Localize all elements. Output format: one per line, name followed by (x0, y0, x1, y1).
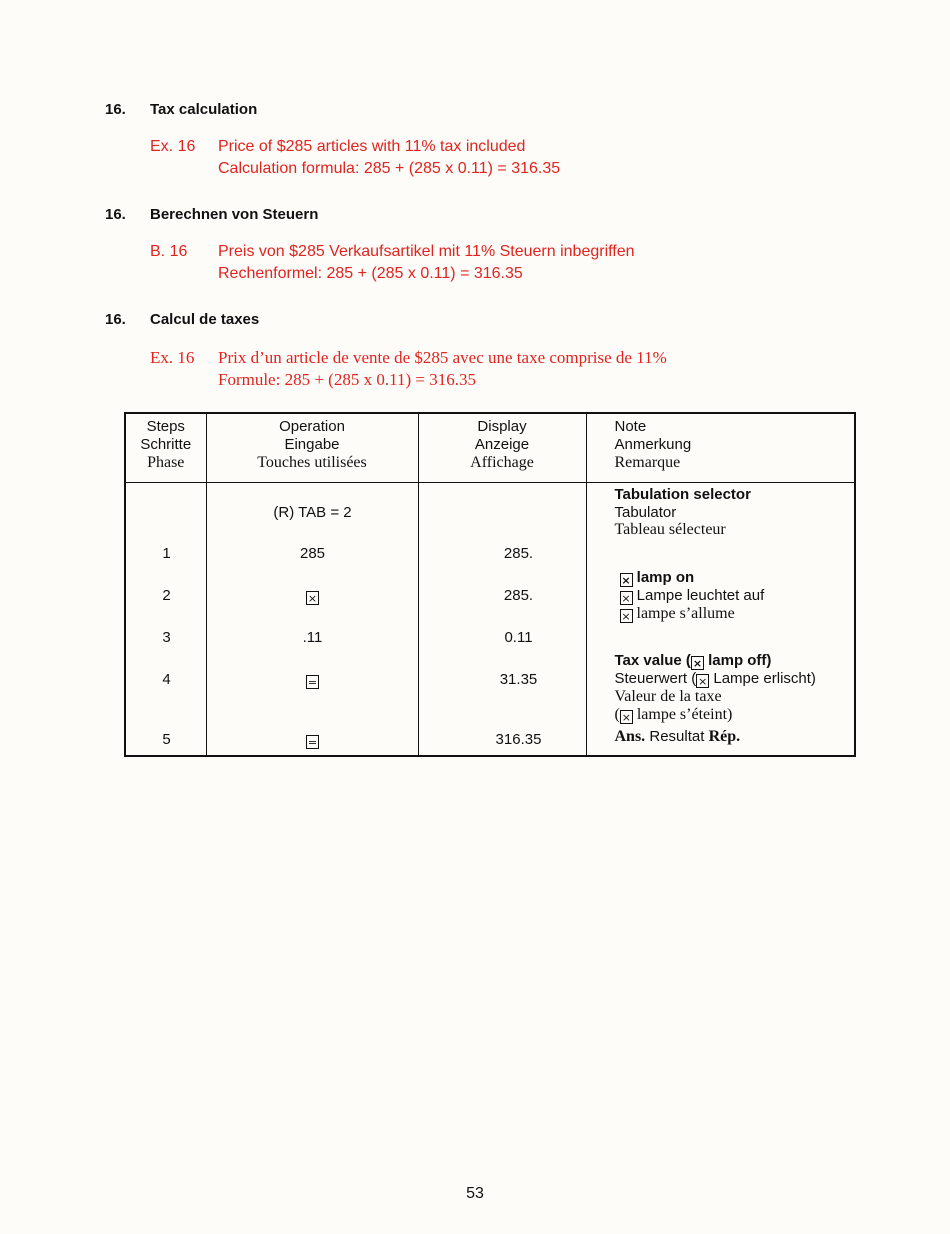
operation-entry (207, 587, 419, 605)
multiply-key-icon: × (621, 610, 631, 623)
operation-entry (207, 731, 419, 749)
display-value: 316.35 (495, 731, 542, 748)
step-number: 3 (162, 629, 171, 646)
header-steps: Steps Schritte Phase (125, 413, 206, 483)
note-lamp-fr: × lampe s’allume (621, 605, 735, 623)
display-value: 0.11 (504, 629, 533, 646)
operation-entry (207, 671, 419, 689)
note-tax-fr: Valeur de la taxe (614, 688, 722, 705)
note-tax-en: Tax value ( × lamp off) (614, 652, 772, 670)
header-note: Note Anmerkung Remarque (586, 413, 855, 483)
display-value: 285. (503, 587, 534, 604)
example-description: Preis von $285 Verkaufsartikel mit 11% Steuern inbegriffen (218, 243, 635, 260)
example-label: B. 16 (150, 243, 188, 260)
note-setup-en: Tabulation selector (614, 486, 751, 503)
section-number: 16. (105, 311, 126, 328)
steps-column (125, 483, 206, 757)
section-title: Calcul de taxes (150, 311, 260, 328)
example-formula: Calculation formula: 285 + (285 x 0.11) = 316.35 (218, 160, 561, 177)
multiply-key-icon: × (307, 592, 318, 605)
operation-entry: 285 (299, 545, 326, 562)
example-label: Ex. 16 (150, 348, 195, 367)
note-lamp-de: × Lampe leuchtet auf (621, 587, 765, 605)
step-number: 5 (162, 731, 171, 748)
example-formula: Rechenformel: 285 + (285 x 0.11) = 316.35 (218, 265, 523, 282)
steps-table (124, 412, 856, 757)
operation-column (206, 483, 418, 757)
section-number: 16. (105, 101, 126, 118)
equals-key-icon: = (307, 676, 318, 689)
step-number: 4 (162, 671, 171, 688)
step-number: 2 (162, 587, 171, 604)
header-operation: Operation Eingabe Touches utilisées (206, 413, 418, 483)
display-value: 31.35 (499, 671, 538, 688)
multiply-key-icon: × (692, 657, 703, 670)
section-title: Berechnen von Steuern (150, 206, 319, 223)
note-column (586, 483, 855, 757)
display-column (418, 483, 586, 757)
setup-operation: (R) TAB = 2 (273, 504, 352, 521)
display-value: 285. (503, 545, 534, 562)
header-display: Display Anzeige Affichage (418, 413, 586, 483)
note-lamp-en: × lamp on (621, 569, 695, 587)
note-answer: Ans. Resultat Rép. (614, 728, 741, 745)
example-formula: Formule: 285 + (285 x 0.11) = 316.35 (218, 370, 476, 389)
step-number: 1 (162, 545, 171, 562)
operation-entry: .11 (302, 629, 323, 646)
page-number: 53 (466, 1185, 484, 1202)
multiply-key-icon: × (621, 592, 631, 605)
multiply-key-icon: × (698, 675, 708, 688)
multiply-key-icon: × (621, 711, 631, 724)
note-tax-fr-lamp: ( × lampe s’éteint) (614, 706, 733, 724)
note-setup-fr: Tableau sélecteur (614, 521, 726, 538)
equals-key-icon: = (307, 736, 318, 749)
note-setup-de: Tabulator (614, 504, 677, 521)
example-label: Ex. 16 (150, 138, 196, 155)
note-tax-de: Steuerwert ( × Lampe erlischt) (614, 670, 816, 688)
example-description: Prix d’un article de vente de $285 avec une taxe comprise de 11% (218, 348, 667, 367)
multiply-key-icon: × (621, 574, 631, 587)
example-description: Price of $285 articles with 11% tax included (218, 138, 526, 155)
section-number: 16. (105, 206, 126, 223)
section-title: Tax calculation (150, 101, 258, 118)
